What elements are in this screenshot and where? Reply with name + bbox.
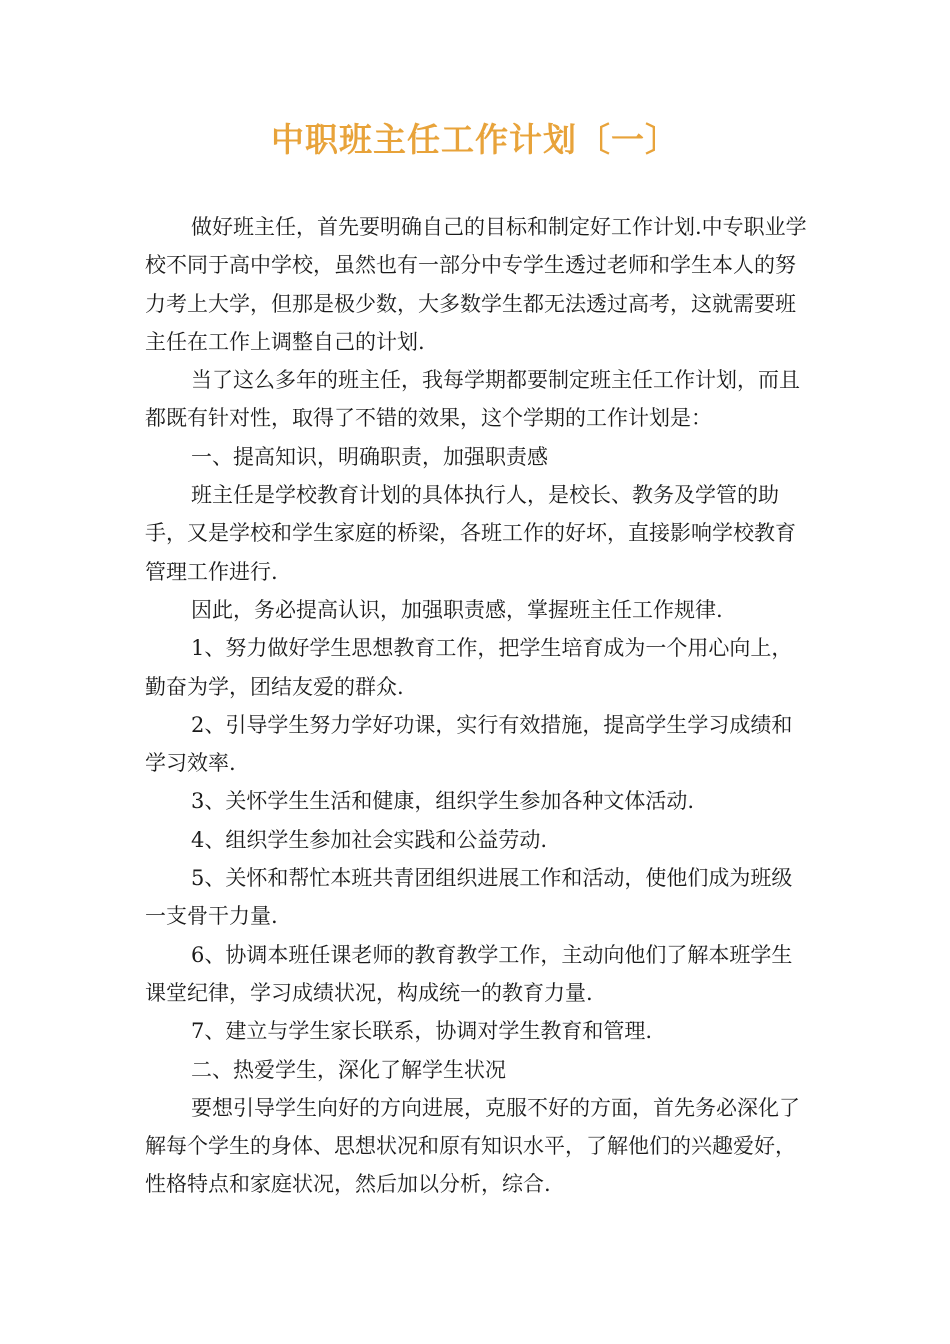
section-heading-2: 二、热爱学生，深化了解学生状况 <box>191 1057 506 1082</box>
paragraph-role: 班主任是学校教育计划的具体执行人，是校长、教务及学管的助手，又是学校和学生家庭的桥梁，各班工作的好坏，直接影响学校教育管理工作进行. <box>145 483 796 584</box>
document-body <box>145 208 813 1204</box>
document-title: 中职班主任工作计划〔一〕 <box>271 120 679 159</box>
list-item-7: 7、建立与学生家长联系，协调对学生教育和管理. <box>191 1019 653 1044</box>
paragraph-intro: 做好班主任，首先要明确自己的目标和制定好工作计划.中专职业学校不同于高中学校，虽然也有一部分中专学生透过老师和学生本人的努力考上大学，但那是极少数，大多数学生都无法透过高考，这就需要班主任在工作上调整自己的计划. <box>145 215 807 354</box>
list-item-6: 6、协调本班任课老师的教育教学工作，主动向他们了解本班学生课堂纪律，学习成绩状况，构成统一的教育力量. <box>145 942 793 1005</box>
paragraph-therefore: 因此，务必提高认识，加强职责感，掌握班主任工作规律. <box>191 597 723 622</box>
list-item-3: 3、关怀学生生活和健康，组织学生参加各种文体活动. <box>191 789 695 814</box>
list-item-2: 2、引导学生努力学好功课，实行有效措施，提高学生学习成绩和学习效率. <box>145 712 793 776</box>
list-item-1: 1、努力做好学生思想教育工作，把学生培育成为一个用心向上，勤奋为学，团结友爱的群众. <box>145 636 793 699</box>
paragraph-experience: 当了这么多年的班主任，我每学期都要制定班主任工作计划，而且都既有针对性，取得了不错的效果，这个学期的工作计划是： <box>145 368 800 431</box>
list-item-4: 4、组织学生参加社会实践和公益劳动. <box>191 827 548 852</box>
section-heading-1: 一、提高知识，明确职责，加强职责感 <box>191 444 548 469</box>
paragraph-understand: 要想引导学生向好的方向进展，克服不好的方面，首先务必深化了解每个学生的身体、思想状况和原有知识水平，了解他们的兴趣爱好，性格特点和家庭状况，然后加以分析，综合. <box>145 1095 800 1197</box>
list-item-5: 5、关怀和帮忙本班共青团组织进展工作和活动，使他们成为班级一支骨干力量. <box>145 866 793 929</box>
